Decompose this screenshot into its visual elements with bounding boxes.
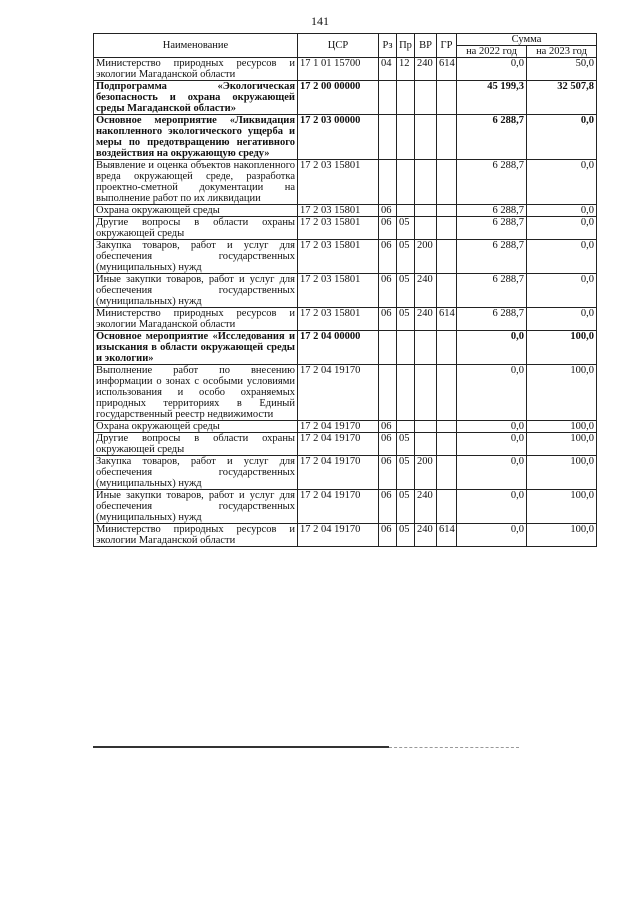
cell-year-2022: 6 288,7 — [457, 205, 527, 217]
cell-year-2023: 100,0 — [527, 490, 597, 524]
cell-vr — [415, 115, 437, 160]
header-vr: ВР — [415, 34, 437, 58]
cell-rz: 06 — [379, 490, 397, 524]
cell-year-2022: 6 288,7 — [457, 217, 527, 240]
cell-year-2023: 100,0 — [527, 524, 597, 547]
cell-vr — [415, 433, 437, 456]
cell-pr — [397, 205, 415, 217]
cell-vr: 240 — [415, 58, 437, 81]
cell-csr: 17 2 03 15801 — [298, 308, 379, 331]
cell-gr — [437, 240, 457, 274]
table-row — [94, 365, 597, 421]
cell-vr — [415, 331, 437, 365]
cell-pr — [397, 331, 415, 365]
cell-csr: 17 2 04 19170 — [298, 433, 379, 456]
cell-rz: 06 — [379, 274, 397, 308]
cell-year-2022: 0,0 — [457, 365, 527, 421]
cell-year-2022: 0,0 — [457, 421, 527, 433]
cell-vr: 240 — [415, 308, 437, 331]
cell-name: Охрана окружающей среды — [94, 205, 298, 217]
cell-name: Другие вопросы в области охраны окружающей среды — [94, 433, 298, 456]
cell-csr: 17 2 04 19170 — [298, 365, 379, 421]
cell-pr: 05 — [397, 308, 415, 331]
cell-rz — [379, 160, 397, 205]
cell-gr: 614 — [437, 58, 457, 81]
table-row — [94, 240, 597, 274]
cell-year-2022: 45 199,3 — [457, 81, 527, 115]
header-year-2023: на 2023 год — [527, 46, 597, 58]
table-row — [94, 421, 597, 433]
table-row — [94, 433, 597, 456]
cell-gr — [437, 217, 457, 240]
cell-rz — [379, 115, 397, 160]
table-row — [94, 115, 597, 160]
cell-name: Иные закупки товаров, работ и услуг для обеспечения государственных (муниципальных) нужд — [94, 490, 298, 524]
cell-pr — [397, 365, 415, 421]
cell-gr — [437, 115, 457, 160]
cell-rz — [379, 331, 397, 365]
footer-divider-faint — [389, 747, 519, 748]
cell-name: Основное мероприятие «Ликвидация накопленного экологического ущерба и меры по предотвращению негативного воздействия на окружающую среду» — [94, 115, 298, 160]
cell-vr — [415, 81, 437, 115]
cell-pr — [397, 115, 415, 160]
cell-year-2022: 0,0 — [457, 456, 527, 490]
table-row — [94, 205, 597, 217]
cell-year-2023: 0,0 — [527, 240, 597, 274]
cell-csr: 17 2 03 15801 — [298, 240, 379, 274]
cell-year-2022: 6 288,7 — [457, 240, 527, 274]
header-name: Наименование — [94, 34, 298, 58]
cell-csr: 17 2 03 15801 — [298, 205, 379, 217]
cell-pr — [397, 81, 415, 115]
cell-csr: 17 2 04 00000 — [298, 331, 379, 365]
cell-year-2023: 0,0 — [527, 217, 597, 240]
cell-name: Закупка товаров, работ и услуг для обеспечения государственных (муниципальных) нужд — [94, 456, 298, 490]
cell-year-2023: 0,0 — [527, 308, 597, 331]
cell-vr: 200 — [415, 240, 437, 274]
cell-vr — [415, 205, 437, 217]
cell-gr: 614 — [437, 524, 457, 547]
cell-year-2023: 50,0 — [527, 58, 597, 81]
cell-pr: 05 — [397, 524, 415, 547]
cell-rz: 06 — [379, 421, 397, 433]
cell-gr — [437, 81, 457, 115]
cell-csr: 17 2 00 00000 — [298, 81, 379, 115]
header-gr: ГР — [437, 34, 457, 58]
cell-name: Другие вопросы в области охраны окружающей среды — [94, 217, 298, 240]
cell-name: Охрана окружающей среды — [94, 421, 298, 433]
cell-vr — [415, 160, 437, 205]
cell-rz: 06 — [379, 205, 397, 217]
cell-name: Иные закупки товаров, работ и услуг для обеспечения государственных (муниципальных) нужд — [94, 274, 298, 308]
header-csr: ЦСР — [298, 34, 379, 58]
cell-name: Выполнение работ по внесению информации о зонах с особыми условиями использования и особо охраняемых природных территориях в Единый государственный реестр недвижимости — [94, 365, 298, 421]
table-row — [94, 160, 597, 205]
header-year-2022: на 2022 год — [457, 46, 527, 58]
cell-year-2023: 100,0 — [527, 433, 597, 456]
budget-table — [93, 33, 597, 547]
page-number: 141 — [311, 14, 329, 28]
cell-year-2022: 0,0 — [457, 433, 527, 456]
cell-rz — [379, 81, 397, 115]
cell-year-2023: 0,0 — [527, 160, 597, 205]
cell-csr: 17 2 03 15801 — [298, 274, 379, 308]
footer-divider — [93, 746, 389, 748]
cell-name: Министерство природных ресурсов и экологии Магаданской области — [94, 58, 298, 81]
cell-year-2022: 0,0 — [457, 524, 527, 547]
cell-csr: 17 2 04 19170 — [298, 456, 379, 490]
cell-gr: 614 — [437, 308, 457, 331]
cell-rz: 06 — [379, 308, 397, 331]
cell-csr: 17 2 03 15801 — [298, 217, 379, 240]
cell-vr — [415, 421, 437, 433]
cell-pr — [397, 160, 415, 205]
cell-name: Министерство природных ресурсов и экологии Магаданской области — [94, 524, 298, 547]
cell-vr: 240 — [415, 490, 437, 524]
cell-gr — [437, 274, 457, 308]
cell-year-2023: 100,0 — [527, 456, 597, 490]
cell-pr — [397, 421, 415, 433]
cell-csr: 17 2 04 19170 — [298, 524, 379, 547]
cell-year-2023: 32 507,8 — [527, 81, 597, 115]
cell-rz: 06 — [379, 456, 397, 490]
cell-pr: 05 — [397, 456, 415, 490]
cell-pr: 12 — [397, 58, 415, 81]
cell-rz: 04 — [379, 58, 397, 81]
cell-csr: 17 1 01 15700 — [298, 58, 379, 81]
header-sum: Сумма — [457, 34, 597, 46]
cell-name: Министерство природных ресурсов и экологии Магаданской области — [94, 308, 298, 331]
table-row — [94, 217, 597, 240]
cell-vr — [415, 217, 437, 240]
header-pr: Пр — [397, 34, 415, 58]
cell-gr — [437, 456, 457, 490]
table-row — [94, 490, 597, 524]
cell-name: Выявление и оценка объектов накопленного вреда окружающей среде, разработка проектно-сметной документации на выполнение работ по их ликвидации — [94, 160, 298, 205]
cell-gr — [437, 160, 457, 205]
cell-vr: 200 — [415, 456, 437, 490]
cell-rz: 06 — [379, 240, 397, 274]
cell-rz: 06 — [379, 433, 397, 456]
cell-vr: 240 — [415, 524, 437, 547]
table-row — [94, 456, 597, 490]
cell-year-2023: 0,0 — [527, 205, 597, 217]
cell-csr: 17 2 04 19170 — [298, 490, 379, 524]
cell-rz: 06 — [379, 217, 397, 240]
cell-vr: 240 — [415, 274, 437, 308]
table-row — [94, 58, 597, 81]
cell-pr: 05 — [397, 274, 415, 308]
cell-gr — [437, 421, 457, 433]
cell-year-2022: 0,0 — [457, 490, 527, 524]
cell-year-2023: 0,0 — [527, 274, 597, 308]
cell-year-2022: 0,0 — [457, 331, 527, 365]
cell-gr — [437, 365, 457, 421]
cell-year-2023: 100,0 — [527, 331, 597, 365]
table-row — [94, 524, 597, 547]
cell-pr: 05 — [397, 240, 415, 274]
cell-gr — [437, 331, 457, 365]
cell-year-2023: 0,0 — [527, 115, 597, 160]
cell-name: Закупка товаров, работ и услуг для обеспечения государственных (муниципальных) нужд — [94, 240, 298, 274]
cell-year-2023: 100,0 — [527, 365, 597, 421]
cell-csr: 17 2 04 19170 — [298, 421, 379, 433]
cell-vr — [415, 365, 437, 421]
cell-gr — [437, 205, 457, 217]
cell-rz: 06 — [379, 524, 397, 547]
cell-csr: 17 2 03 00000 — [298, 115, 379, 160]
table-row — [94, 331, 597, 365]
cell-year-2022: 6 288,7 — [457, 160, 527, 205]
cell-year-2022: 0,0 — [457, 58, 527, 81]
cell-pr: 05 — [397, 433, 415, 456]
cell-rz — [379, 365, 397, 421]
cell-pr: 05 — [397, 490, 415, 524]
cell-pr: 05 — [397, 217, 415, 240]
cell-year-2022: 6 288,7 — [457, 308, 527, 331]
table-row — [94, 81, 597, 115]
cell-year-2023: 100,0 — [527, 421, 597, 433]
cell-year-2022: 6 288,7 — [457, 115, 527, 160]
table-row — [94, 274, 597, 308]
cell-csr: 17 2 03 15801 — [298, 160, 379, 205]
header-rz: Рз — [379, 34, 397, 58]
cell-gr — [437, 433, 457, 456]
cell-gr — [437, 490, 457, 524]
cell-name: Подпрограмма «Экологическая безопасность и охрана окружающей среды Магаданской области» — [94, 81, 298, 115]
cell-year-2022: 6 288,7 — [457, 274, 527, 308]
table-row — [94, 308, 597, 331]
cell-name: Основное мероприятие «Исследования и изыскания в области окружающей среды и экологии» — [94, 331, 298, 365]
